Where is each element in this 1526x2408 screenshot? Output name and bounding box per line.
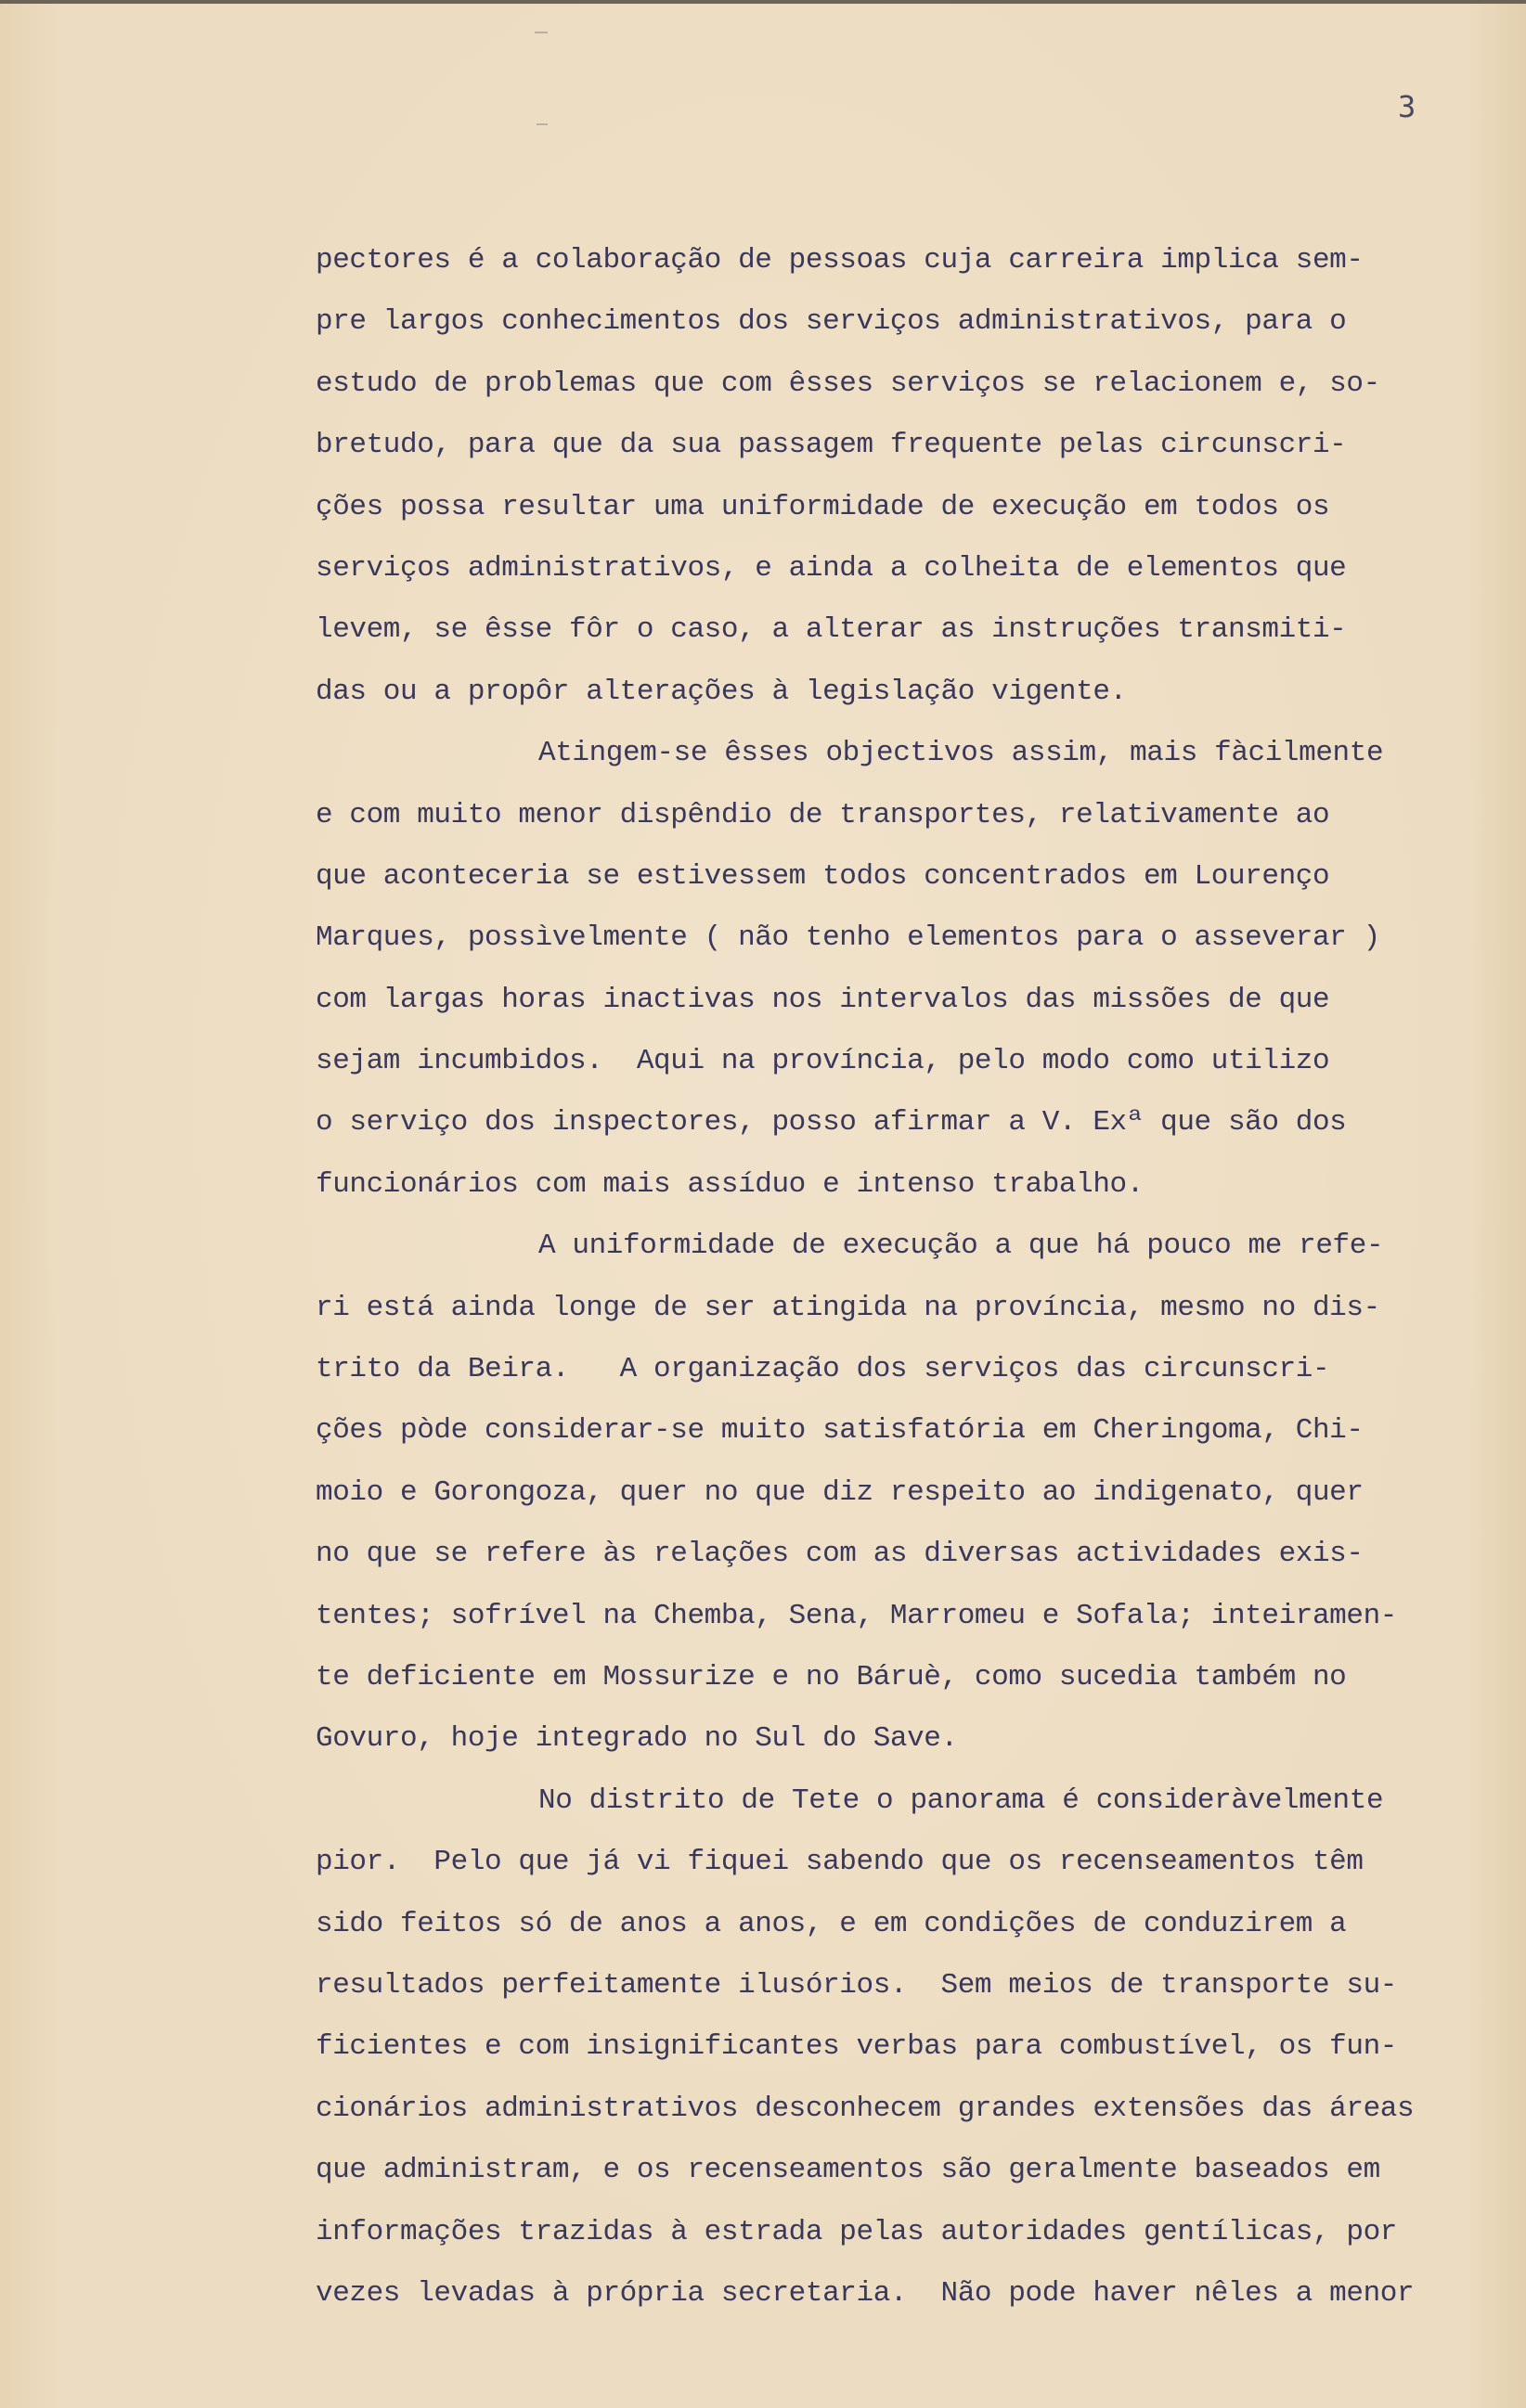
text-line: que aconteceria se estivessem todos concentrados em Lourenço [316, 859, 1330, 893]
text-line: te deficiente em Mossurize e no Báruè, como sucedia também no [316, 1660, 1347, 1693]
pencil-mark [535, 32, 548, 33]
text-line: ficientes e com insignificantes verbas para combustível, os fun- [316, 2030, 1397, 2064]
text-line: no que se refere às relações com as diversas actividades exis- [316, 1538, 1364, 1571]
text-line: tentes; sofrível na Chemba, Sena, Marromeu e Sofala; inteiramen- [316, 1599, 1397, 1632]
text-line: com largas horas inactivas nos intervalos das missões de que [316, 983, 1330, 1016]
text-line: No distrito de Tete o panorama é consideràvelmente [538, 1783, 1384, 1817]
letter-body [316, 230, 1522, 2324]
text-line: vezes levadas à própria secretaria. Não pode haver nêles a menor [316, 2276, 1415, 2310]
text-line: estudo de problemas que com êsses serviços se relacionem e, so- [316, 367, 1380, 400]
text-line: pior. Pelo que já vi fiquei sabendo que os recenseamentos têm [316, 1846, 1364, 1879]
text-line: resultados perfeitamente ilusórios. Sem meios de transporte su- [316, 1968, 1397, 2002]
text-line: moio e Gorongoza, quer no que diz respeito ao indigenato, quer [316, 1475, 1364, 1509]
text-line: que administram, e os recenseamentos são geralmente baseados em [316, 2154, 1380, 2187]
text-line: ri está ainda longe de ser atingida na província, mesmo no dis- [316, 1291, 1380, 1324]
text-line: Marques, possìvelmente ( não tenho elementos para o asseverar ) [316, 921, 1380, 955]
text-line: cionários administrativos desconhecem grandes extensões das áreas [316, 2092, 1415, 2125]
text-line: bretudo, para que da sua passagem frequente pelas circunscri- [316, 429, 1347, 462]
text-line: Govuro, hoje integrado no Sul do Save. [316, 1722, 958, 1756]
text-line: das ou a propôr alterações à legislação vigente. [316, 675, 1127, 708]
text-line: trito da Beira. A organização dos serviços das circunscri- [316, 1353, 1330, 1386]
text-line: A uniformidade de execução a que há pouco me refe- [538, 1230, 1384, 1263]
text-line: ções pòde considerar-se muito satisfatória em Cheringoma, Chi- [316, 1414, 1364, 1448]
text-line: o serviço dos inspectores, posso afirmar a V. Exª que são dos [316, 1106, 1347, 1140]
top-edge [0, 0, 1526, 4]
text-line: Atingem-se êsses objectivos assim, mais fàcilmente [538, 737, 1384, 770]
text-line: pre largos conhecimentos dos serviços administrativos, para o [316, 305, 1347, 339]
text-line: levem, se êsse fôr o caso, a alterar as instruções transmiti- [316, 613, 1347, 647]
text-line: serviços administrativos, e ainda a colheita de elementos que [316, 551, 1347, 585]
text-line: e com muito menor dispêndio de transportes, relativamente ao [316, 798, 1330, 831]
text-line: pectores é a colaboração de pessoas cuja carreira implica sem- [316, 244, 1364, 277]
text-line: funcionários com mais assíduo e intenso trabalho. [316, 1167, 1144, 1201]
text-line: sejam incumbidos. Aqui na província, pelo modo como utilizo [316, 1045, 1330, 1078]
page-number: 3 [1398, 89, 1416, 124]
text-line: informações trazidas à estrada pelas autoridades gentílicas, por [316, 2215, 1397, 2248]
pencil-mark [537, 123, 548, 125]
text-line: sido feitos só de anos a anos, e em condições de conduzirem a [316, 1907, 1347, 1940]
text-line: ções possa resultar uma uniformidade de execução em todos os [316, 490, 1330, 523]
